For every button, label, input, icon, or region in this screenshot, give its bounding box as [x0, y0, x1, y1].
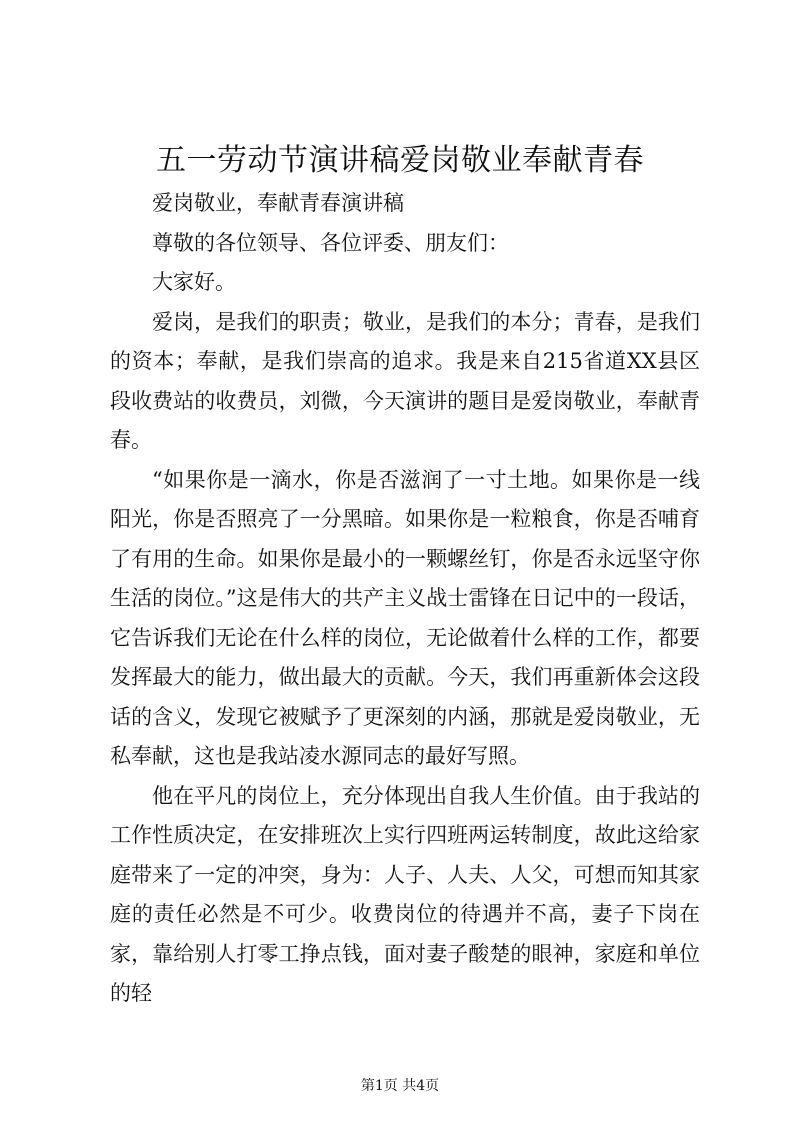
document-title: 五一劳动节演讲稿爱岗敬业奉献青春 [156, 143, 644, 178]
subtitle-paragraph: 爱岗敬业，奉献青春演讲稿 [152, 191, 404, 215]
page-footer: 第1页 共4页 [360, 1078, 440, 1094]
body-paragraph: 爱岗，是我们的职责；敬业，是我们的本分；青春，是我们的资本；奉献，是我们崇高的追求。我是来自215省道XX县区段收费站的收费员，刘微，今天演讲的题目是爱岗敬业，奉献青春。 [110, 309, 700, 452]
document-body [110, 184, 700, 1014]
salutation-paragraph: 尊敬的各位领导、各位评委、朋友们： [152, 230, 509, 255]
greeting-paragraph: 大家好。 [152, 270, 236, 294]
body-paragraph: 他在平凡的岗位上，充分体现出自我人生价值。由于我站的工作性质决定，在安排班次上实行四班两运转制度，故此这给家庭带来了一定的冲突，身为：人子、人夫、人父，可想而知其家庭的责任必然是不可少。收费岗位的待遇并不高，妻子下岗在家，靠给别人打零工挣点钱，面对妻子酸楚的眼神，家庭和单位的轻 [110, 783, 700, 1005]
body-paragraph: “如果你是一滴水，你是否滋润了一寸土地。如果你是一线阳光，你是否照亮了一分黑暗。如果你是一粒粮食，你是否哺育了有用的生命。如果你是最小的一颗螺丝钉，你是否永远坚守你生活的岗位。”这是伟大的共产主义战士雷锋在日记中的一段话，它告诉我们无论在什么样的岗位，无论做着什么样的工作，都要发挥最大的能力，做出最大的贡献。今天，我们再重新体会这段话的含义，发现它被赋予了更深刻的内涵，那就是爱岗敬业，无私奉献，这也是我站凌水源同志的最好写照。 [110, 467, 700, 768]
